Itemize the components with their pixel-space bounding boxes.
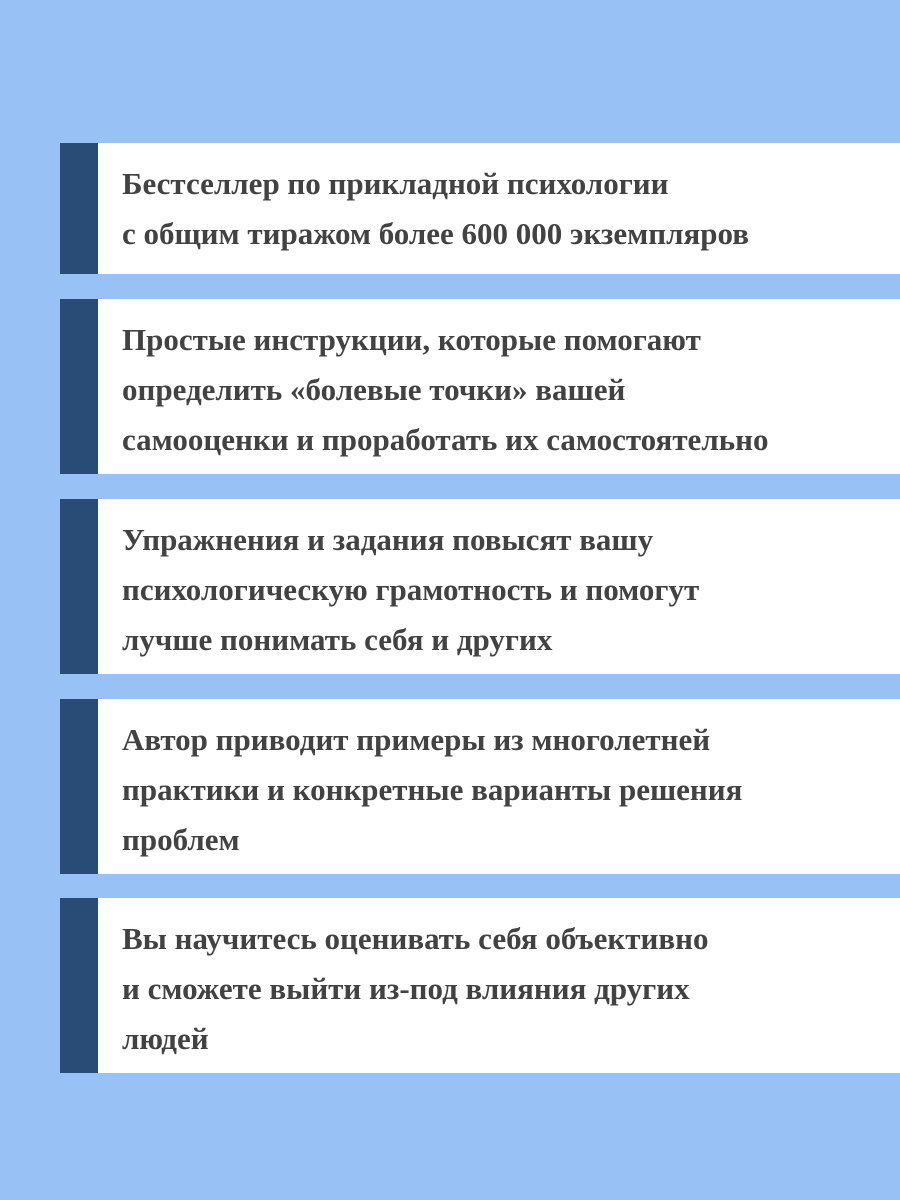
feature-line: с общим тиражом более 600 000 экземпляров: [122, 216, 749, 251]
feature-line: и сможете выйти из-под влияния других: [122, 971, 690, 1006]
feature-text: [122, 715, 892, 865]
feature-line: проблем: [122, 822, 240, 857]
feature-text: [122, 315, 892, 465]
feature-card-examples: [60, 699, 900, 874]
accent-bar: [60, 898, 98, 1073]
accent-bar: [60, 143, 98, 274]
feature-card-self-assessment: [60, 898, 900, 1073]
feature-text: [122, 159, 892, 259]
feature-line: Автор приводит примеры из многолетней: [122, 722, 711, 757]
feature-line: Бестселлер по прикладной психологии: [122, 166, 669, 201]
feature-card-exercises: [60, 499, 900, 674]
feature-line: Упражнения и задания повысят вашу: [122, 522, 654, 557]
feature-card-bestseller: [60, 143, 900, 274]
feature-line: Вы научитесь оценивать себя объективно: [122, 921, 709, 956]
feature-line: людей: [122, 1021, 209, 1056]
feature-text: [122, 914, 892, 1064]
accent-bar: [60, 499, 98, 674]
accent-bar: [60, 699, 98, 874]
feature-line: самооценки и проработать их самостоятельно: [122, 422, 769, 457]
feature-line: лучше понимать себя и других: [122, 622, 553, 657]
feature-line: определить «болевые точки» вашей: [122, 372, 626, 407]
feature-line: психологическую грамотность и помогут: [122, 572, 700, 607]
accent-bar: [60, 299, 98, 474]
feature-card-instructions: [60, 299, 900, 474]
feature-line: Простые инструкции, которые помогают: [122, 322, 701, 357]
feature-line: практики и конкретные варианты решения: [122, 772, 743, 807]
feature-text: [122, 515, 892, 665]
